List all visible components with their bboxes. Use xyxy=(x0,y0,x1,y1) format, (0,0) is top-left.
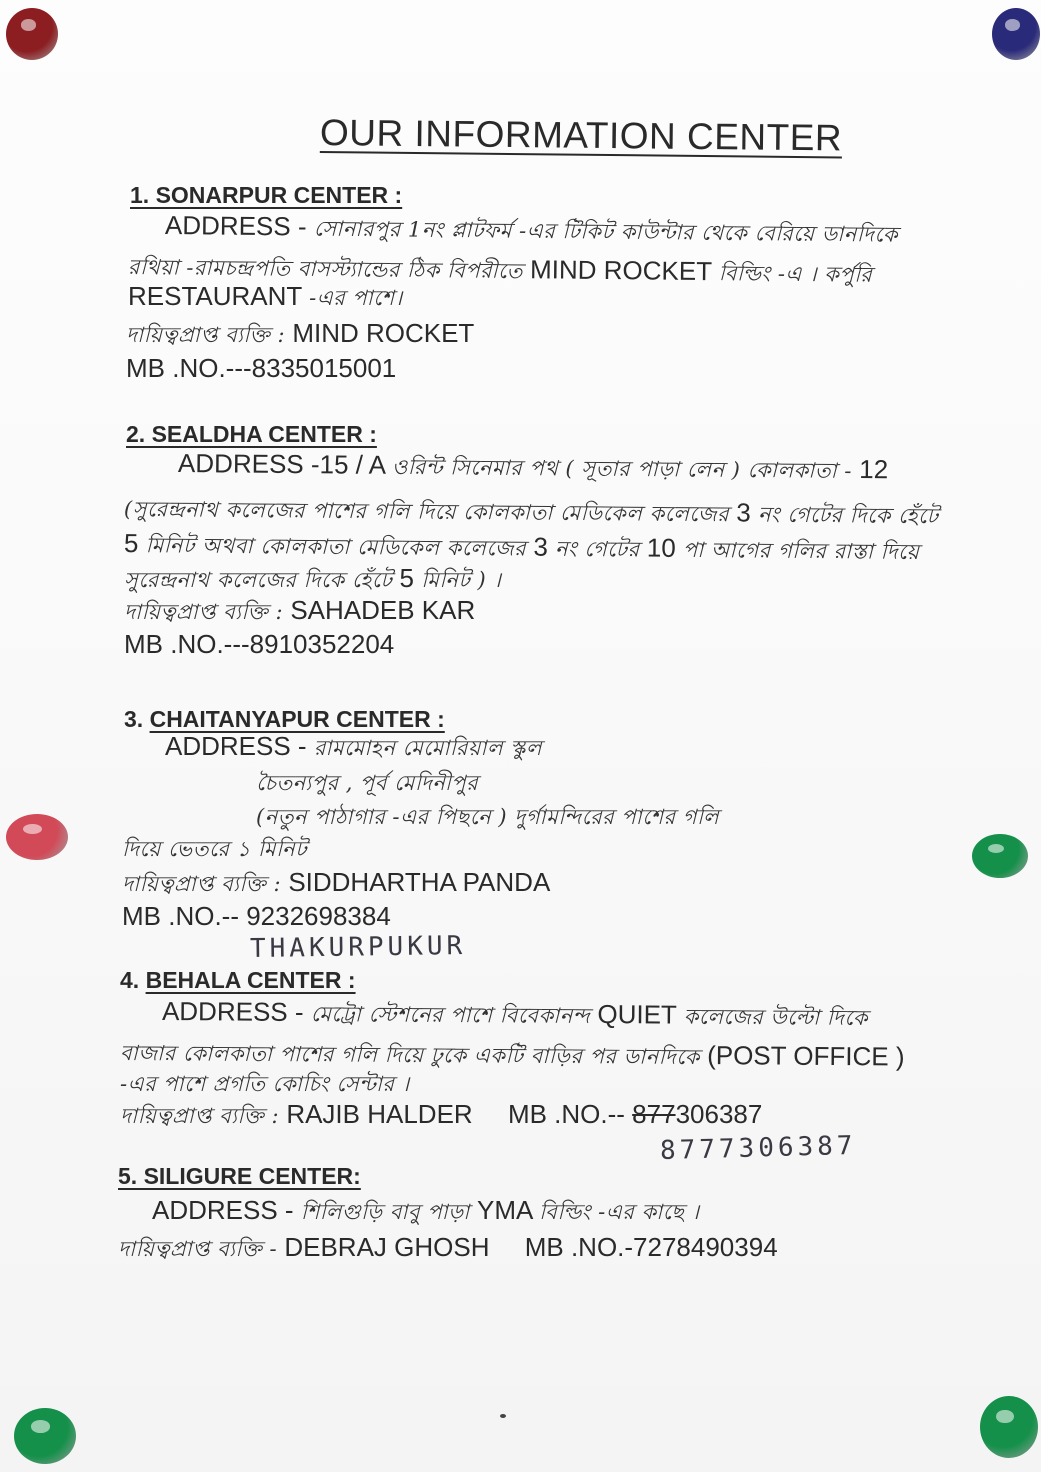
pin-head xyxy=(6,814,68,860)
pin-head xyxy=(992,8,1040,60)
address-text: সুরেন্দ্রনাথ কলেজের দিকে হেঁটে xyxy=(124,568,393,592)
pin-shine xyxy=(31,1420,50,1432)
push-pin-bottom-left xyxy=(14,1408,76,1464)
contact-name: RAJIB HALDER xyxy=(286,1099,473,1129)
address-text: ADDRESS - xyxy=(161,996,304,1027)
phone-rest-digits: 306387 xyxy=(675,1099,763,1129)
handwritten-note: THAKURPUKUR xyxy=(249,930,467,964)
contact-label: দায়িত্বপ্রাপ্ত ব্যক্তি : xyxy=(124,600,284,624)
address-text: YMA xyxy=(477,1195,532,1225)
pin-shine xyxy=(21,19,37,30)
address-text: মেট্রো স্টেশনের পাশে বিবেকানন্দ xyxy=(310,1002,591,1028)
center-heading-text: BEHALA CENTER : xyxy=(145,967,356,993)
address-line xyxy=(120,1036,905,1073)
contact-line xyxy=(126,318,474,350)
address-text: QUIET xyxy=(597,999,677,1030)
phone-number xyxy=(508,1099,762,1129)
pin-head xyxy=(14,1408,76,1464)
center-heading-number: 4. xyxy=(120,967,140,993)
center-heading-text: CHAITANYAPUR CENTER : xyxy=(149,706,445,732)
address-text: 5 xyxy=(399,563,414,593)
address-line xyxy=(152,1195,700,1227)
address-text: মিনিট অথবা কোলকাতা মেডিকেল কলেজের xyxy=(145,533,527,561)
center-heading xyxy=(120,965,356,995)
contact-name: MIND ROCKET xyxy=(292,318,475,348)
push-pin-mid-right xyxy=(972,834,1028,878)
push-pin-top-right xyxy=(992,8,1040,60)
push-pin-bottom-right xyxy=(980,1396,1038,1458)
address-line xyxy=(178,448,888,486)
address-text: 10 xyxy=(646,532,676,563)
phone-number: MB .NO.---8335015001 xyxy=(126,353,397,383)
contact-label: দায়িত্বপ্রাপ্ত ব্যক্তি - xyxy=(118,1237,278,1261)
address-line xyxy=(124,563,501,595)
address-line xyxy=(165,210,898,250)
paper-mark xyxy=(500,1414,506,1418)
contact-name: SIDDHARTHA PANDA xyxy=(288,867,551,897)
center-heading-text: 2. SEALDHA CENTER : xyxy=(126,421,377,447)
push-pin-top-left xyxy=(6,8,58,60)
address-text: 3 xyxy=(736,497,751,528)
handwritten-phone: 8777306387 xyxy=(659,1130,857,1166)
center-heading-text: 1. SONARPUR CENTER : xyxy=(130,182,403,208)
center-heading-number: 3. xyxy=(124,706,144,732)
address-text: নং গেটের xyxy=(554,536,640,562)
contact-label: দায়িত্বপ্রাপ্ত ব্যক্তি : xyxy=(126,323,286,347)
center-heading xyxy=(130,180,402,210)
address-text: রথিয়া -রামচন্দ্রপতি বাসস্ট্যান্ডের ঠিক বিপরীতে xyxy=(127,255,523,284)
contact-line xyxy=(124,595,475,627)
center-heading xyxy=(118,1161,361,1191)
contact-line xyxy=(120,1099,762,1131)
phone-struck-digits: 877 xyxy=(632,1099,676,1129)
pin-head xyxy=(980,1396,1038,1458)
address-text: 5 xyxy=(123,528,139,559)
address-line xyxy=(124,528,920,567)
address-text: নং গেটের দিকে হেঁটে xyxy=(757,502,939,529)
page-title: OUR INFORMATION CENTER xyxy=(319,112,843,159)
address-label: ADDRESS - xyxy=(164,210,307,242)
pin-head xyxy=(6,8,58,60)
contact-name: SAHADEB KAR xyxy=(290,595,476,625)
address-text: বাজার কোলকাতা পাশের গলি দিয়ে ঢুকে একটি বাড়ির পর ডানদিকে xyxy=(119,1041,700,1070)
address-text: -এর পাশে। xyxy=(309,286,403,310)
address-text: ADDRESS -15 / A xyxy=(177,448,385,480)
address-text: RESTAURANT xyxy=(128,281,302,311)
address-text: মিনিট ) । xyxy=(421,568,502,592)
address-text: কলেজের উল্টো দিকে xyxy=(683,1004,869,1030)
address-text: বিল্ডিং -এর কাছে । xyxy=(539,1200,700,1224)
pin-shine xyxy=(996,1410,1013,1424)
address-text: ADDRESS - xyxy=(152,1195,294,1225)
contact-line xyxy=(118,1232,778,1264)
address-text: রামমোহন মেমোরিয়াল স্কুল xyxy=(313,736,543,760)
address-line xyxy=(128,281,403,313)
center-heading xyxy=(124,704,445,734)
push-pin-mid-left xyxy=(6,814,68,860)
contact-label: দায়িত্বপ্রাপ্ত ব্যক্তি : xyxy=(122,872,282,896)
address-text: পা আগের গলির রাস্তা দিয়ে xyxy=(682,537,920,564)
address-line xyxy=(165,731,542,763)
address-line: -এর পাশে প্রগতি কোচিং সেন্টার । xyxy=(120,1072,410,1096)
address-line: চৈতন্যপুর , পূর্ব মেদিনীপুর xyxy=(256,771,479,795)
address-text: বিল্ডিং -এ । কর্পুরি xyxy=(718,261,873,287)
phone-prefix: MB .NO.-- xyxy=(507,1099,625,1129)
address-text: (সুরেন্দ্রনাথ কলেজের পাশের গলি দিয়ে কোলকাতা মেডিকেল কলেজের xyxy=(123,497,730,527)
pin-head xyxy=(972,834,1028,878)
address-text: MIND ROCKET xyxy=(529,254,712,287)
address-text: ওরিন্ট সিনেমার পথ ( সূতার পাড়া লেন ) কোলকাতা - xyxy=(391,454,853,483)
address-text: (POST OFFICE ) xyxy=(707,1040,905,1072)
contact-name: DEBRAJ GHOSH xyxy=(284,1232,490,1262)
address-text: 12 xyxy=(859,453,889,485)
address-line xyxy=(124,492,939,531)
address-text: শিলিগুড়ি বাবু পাড়া xyxy=(300,1200,470,1224)
address-text: সোনারপুর 1নং প্লাটফর্ম -এর টিকিট কাউন্টার থেকে বেরিয়ে ডানদিকে xyxy=(313,216,899,247)
phone-number: MB .NO.-7278490394 xyxy=(524,1232,778,1262)
center-heading xyxy=(126,419,377,449)
address-line: দিয়ে ভেতরে ১ মিনিট xyxy=(122,837,308,861)
phone-number: MB .NO.---8910352204 xyxy=(124,629,395,659)
phone-number: MB .NO.-- 9232698384 xyxy=(122,901,391,931)
center-heading-text: 5. SILIGURE CENTER: xyxy=(118,1163,361,1189)
address-text: 3 xyxy=(533,531,549,562)
address-label: ADDRESS - xyxy=(165,731,307,761)
contact-line xyxy=(122,867,550,899)
contact-label: দায়িত্বপ্রাপ্ত ব্যক্তি : xyxy=(120,1104,280,1128)
pin-shine xyxy=(1005,19,1019,30)
address-line xyxy=(162,996,868,1033)
address-line: (নতুন পাঠাগার -এর পিছনে ) দুর্গামন্দিরের পাশের গলি xyxy=(256,805,720,829)
